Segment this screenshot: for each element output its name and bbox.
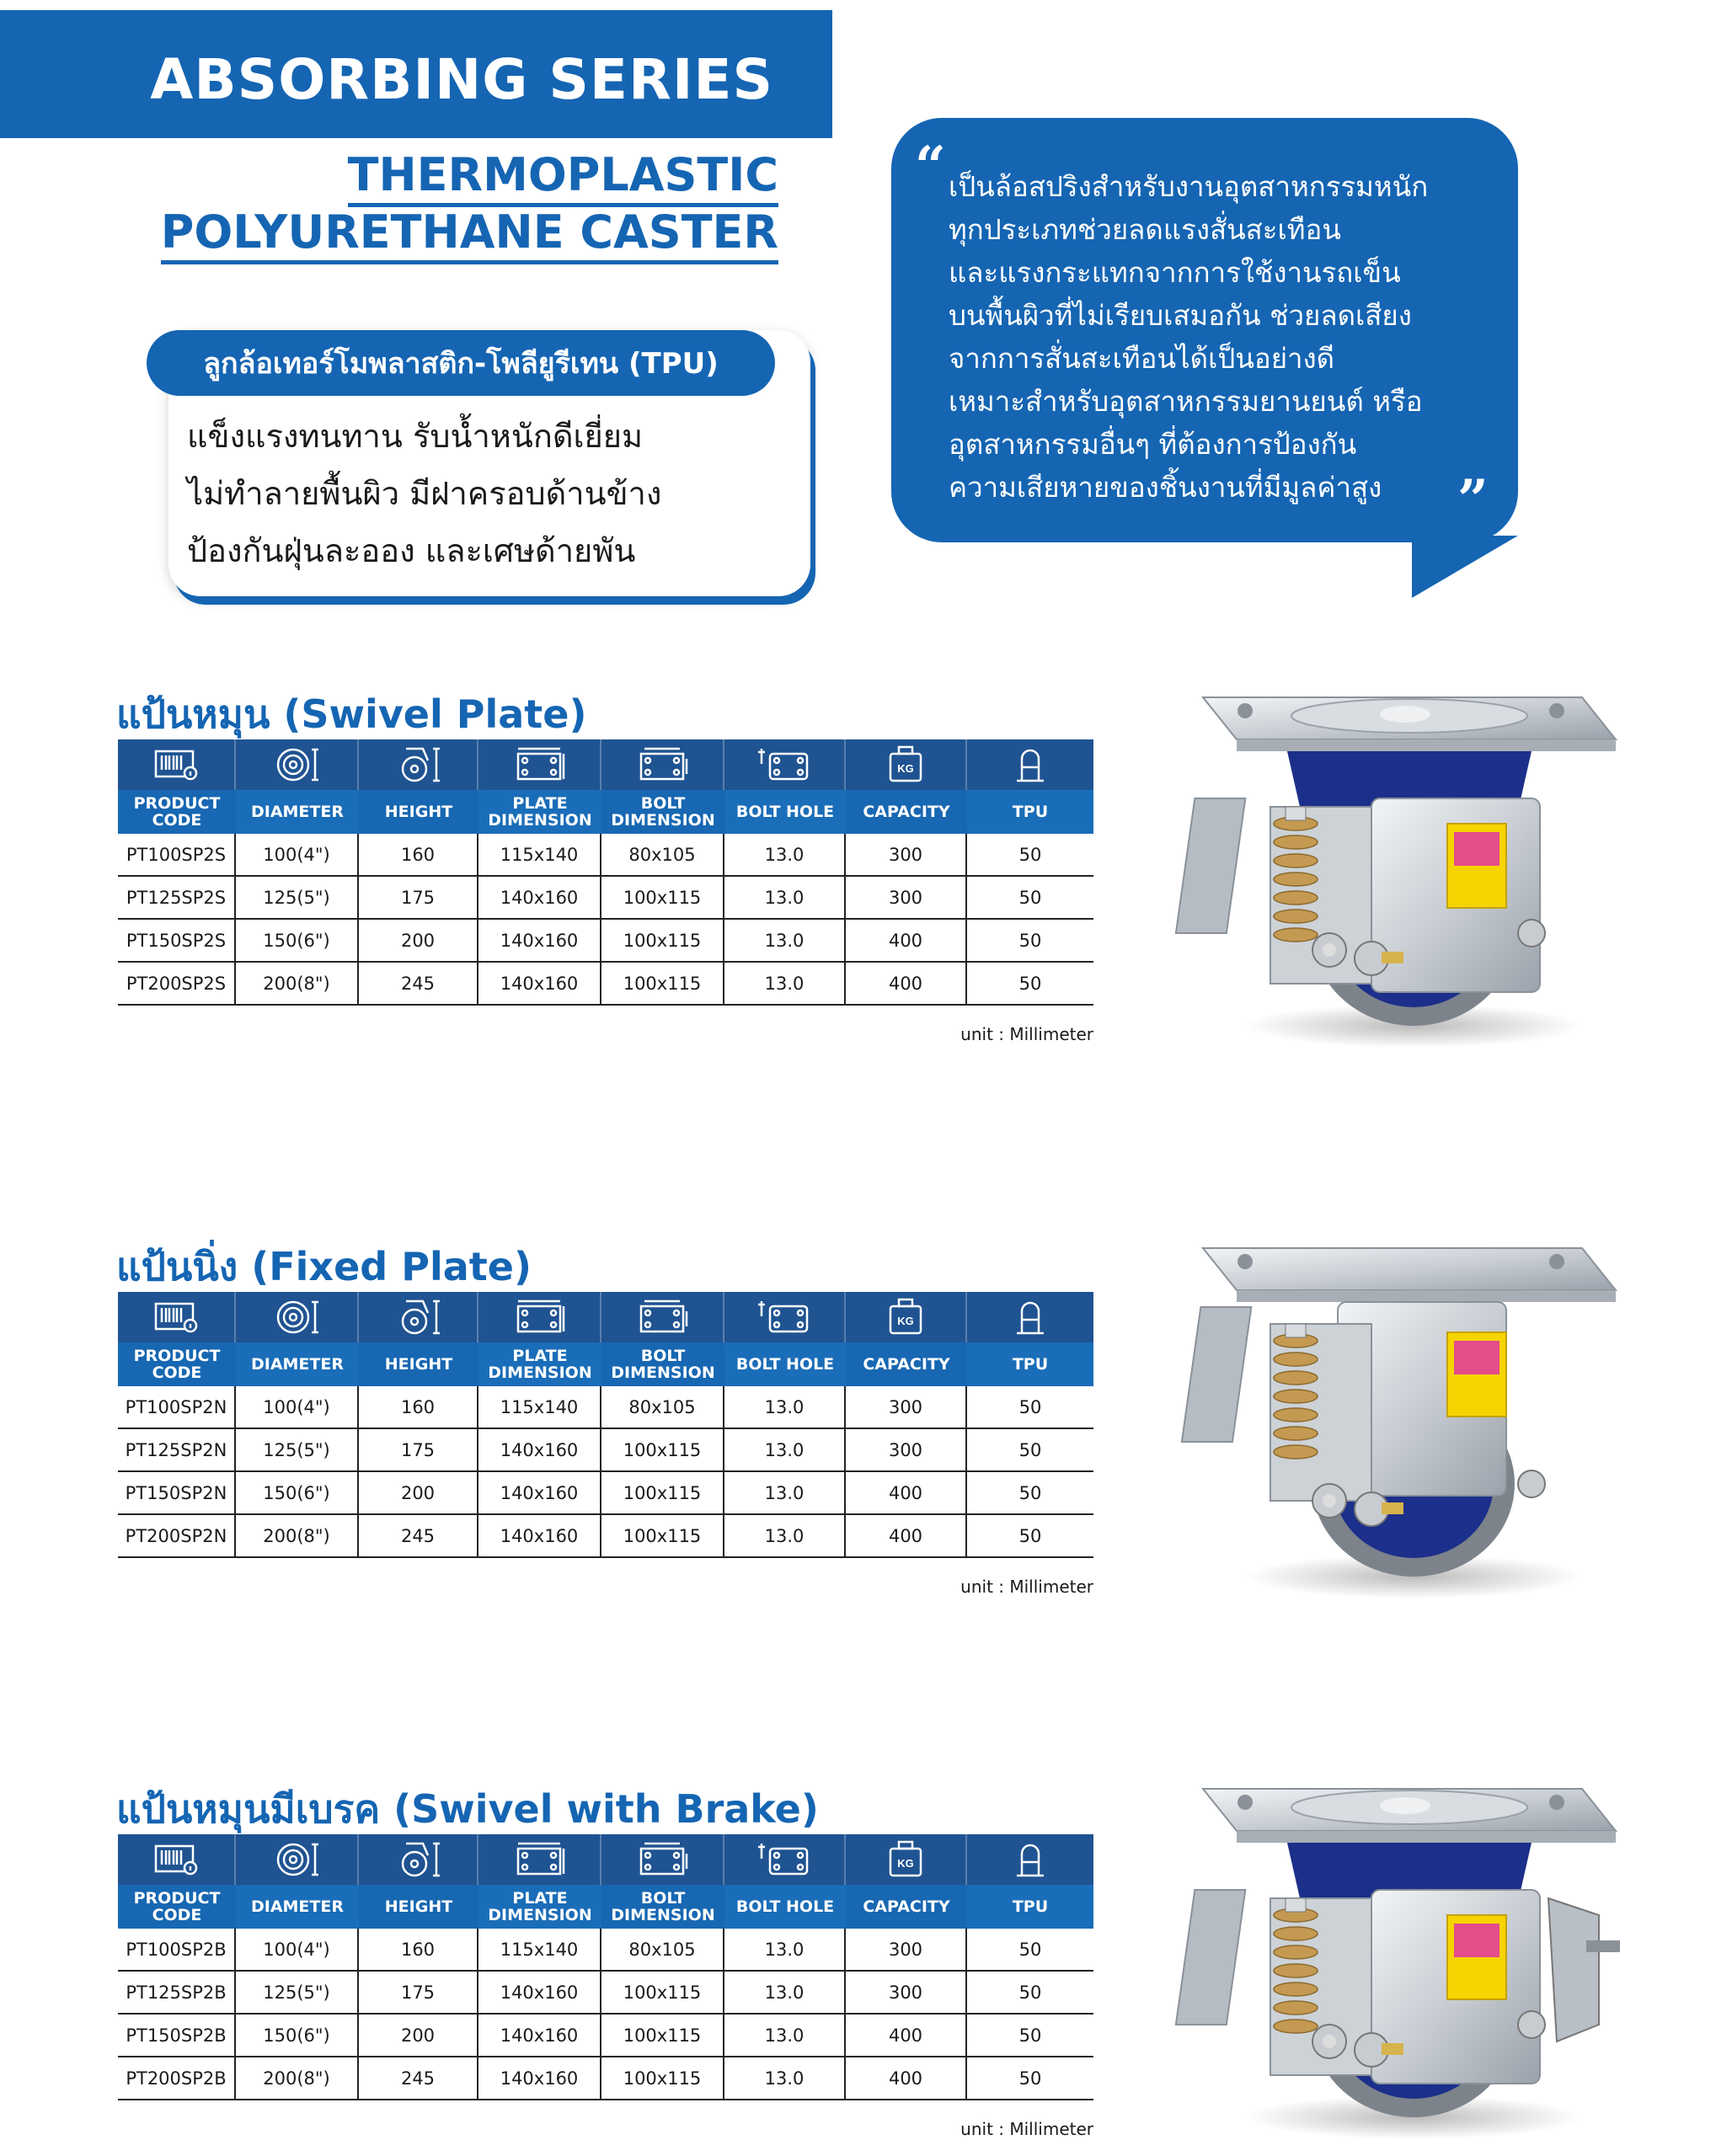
tpu-feature-list: [187, 408, 661, 579]
quote-line: และแรงกระแทกจากการใช้งานรถเข็น: [949, 256, 1401, 289]
column-header-plate-dimension: [478, 1834, 601, 1929]
column-header-product-code: [118, 739, 236, 834]
table-row: [118, 834, 1093, 877]
column-header-diameter: [236, 739, 359, 834]
quote-text: [949, 165, 1428, 509]
cell-bolt-hole: 13.0: [724, 1386, 846, 1428]
cell-plate-dimension: 140x160: [478, 2015, 601, 2056]
column-label: BOLT HOLE: [724, 1342, 846, 1386]
cell-bolt-hole: 13.0: [724, 1929, 846, 1970]
column-label: TPU: [967, 790, 1093, 834]
column-label: DIAMETER: [236, 1342, 359, 1386]
quote-line: ความเสียหายของชิ้นงานที่มีมูลค่าสูง: [949, 471, 1382, 504]
quote-line: ทุกประเภทช่วยลดแรงสั่นสะเทือน: [949, 213, 1341, 246]
plate-dimension-icon: [478, 739, 601, 790]
close-quote-icon: ”: [1457, 468, 1489, 531]
column-header-product-code: [118, 1834, 236, 1929]
cell-height: 160: [359, 1929, 478, 1970]
cell-plate-dimension: 140x160: [478, 1429, 601, 1470]
cell-height: 160: [359, 834, 478, 875]
quote-line: จากการสั่นสะเทือนได้เป็นอย่างดี: [949, 342, 1335, 375]
cell-plate-dimension: 140x160: [478, 1472, 601, 1513]
column-header-product-code: [118, 1292, 236, 1386]
wheel-diameter-icon: [236, 1292, 359, 1342]
wheel-diameter-icon: [236, 739, 359, 790]
tpu-feature-line: ไม่ทำลายพื้นผิว มีฝาครอบด้านข้าง: [187, 475, 662, 512]
cell-diameter: 125(5"): [236, 1972, 359, 2013]
cell-plate-dimension: 115x140: [478, 1929, 601, 1970]
cell-bolt-dimension: 100x115: [601, 877, 724, 918]
cell-bolt-hole: 13.0: [724, 1515, 846, 1556]
column-label: PLATE DIMENSION: [478, 1342, 601, 1386]
cell-tpu: 50: [1018, 1982, 1042, 2003]
column-header-diameter: [236, 1834, 359, 1929]
quote-bubble-tail: [1412, 536, 1518, 598]
cell-bolt-dimension: 80x105: [601, 834, 724, 875]
bolt-hole-icon: [724, 1292, 846, 1342]
column-label: PRODUCT CODE: [118, 1342, 236, 1386]
cell-bolt-dimension: 100x115: [601, 2015, 724, 2056]
capacity-weight-icon: [846, 1834, 967, 1885]
column-label: TPU: [967, 1885, 1093, 1929]
product-title-line1: THERMOPLASTIC: [348, 148, 778, 201]
table-row: [118, 1472, 1093, 1515]
column-label: CAPACITY: [846, 1885, 967, 1929]
cell-plate-dimension: 140x160: [478, 963, 601, 1004]
cell-capacity: 300: [846, 877, 967, 918]
plate-dimension-icon: [478, 1834, 601, 1885]
table-header: [118, 1292, 1093, 1386]
spec-table: [118, 1834, 1093, 2139]
cell-product-code: PT200SP2S: [118, 963, 236, 1004]
column-header-bolt-dimension: [601, 739, 724, 834]
cell-diameter: 100(4"): [236, 1386, 359, 1428]
cell-diameter: 100(4"): [236, 1929, 359, 1970]
wheel-height-icon: [359, 1834, 478, 1885]
cell-tpu: 50: [1018, 887, 1042, 908]
cell-tpu: 50: [1018, 930, 1042, 951]
table-row: [118, 1429, 1093, 1472]
wheel-diameter-icon: [236, 1834, 359, 1885]
cell-capacity: 300: [846, 1929, 967, 1970]
column-label: DIAMETER: [236, 790, 359, 834]
cell-bolt-hole: 13.0: [724, 963, 846, 1004]
cell-capacity: 400: [846, 1472, 967, 1513]
column-label: PLATE DIMENSION: [478, 1885, 601, 1929]
barcode-icon: [118, 739, 236, 790]
column-label: CAPACITY: [846, 790, 967, 834]
cell-bolt-dimension: 100x115: [601, 1515, 724, 1556]
cell-product-code: PT150SP2N: [118, 1472, 236, 1513]
cell-plate-dimension: 140x160: [478, 1972, 601, 2013]
column-label: HEIGHT: [359, 790, 478, 834]
column-label: BOLT DIMENSION: [601, 1885, 724, 1929]
unit-note: unit : Millimeter: [960, 1024, 1093, 1044]
column-header-height: [359, 1834, 478, 1929]
column-header-tpu: [967, 1834, 1093, 1929]
table-header: [118, 1834, 1093, 1929]
cell-bolt-dimension: 100x115: [601, 1972, 724, 2013]
column-label: BOLT HOLE: [724, 1885, 846, 1929]
column-header-bolt-hole: [724, 1834, 846, 1929]
cell-bolt-hole: 13.0: [724, 920, 846, 961]
column-label: BOLT DIMENSION: [601, 790, 724, 834]
column-header-bolt-dimension: [601, 1292, 724, 1386]
tpu-tread-icon: [967, 1292, 1093, 1342]
cell-product-code: PT100SP2S: [118, 834, 236, 875]
cell-plate-dimension: 115x140: [478, 1386, 601, 1428]
column-header-plate-dimension: [478, 739, 601, 834]
cell-bolt-hole: 13.0: [724, 2057, 846, 2099]
wheel-height-icon: [359, 1292, 478, 1342]
cell-tpu: 50: [1018, 1525, 1042, 1546]
column-header-height: [359, 739, 478, 834]
cell-bolt-dimension: 80x105: [601, 1929, 724, 1970]
column-label: BOLT DIMENSION: [601, 1342, 724, 1386]
cell-capacity: 300: [846, 834, 967, 875]
plate-dimension-icon: [478, 1292, 601, 1342]
svg-text:KG: KG: [897, 1315, 914, 1327]
section-title: แป้นหมุนมีเบรค (Swivel with Brake): [116, 1786, 819, 1832]
cell-product-code: PT150SP2S: [118, 920, 236, 961]
cell-capacity: 400: [846, 1515, 967, 1556]
cell-tpu: 50: [1018, 1939, 1042, 1960]
cell-tpu: 50: [1018, 1482, 1042, 1503]
table-row: [118, 877, 1093, 920]
cell-product-code: PT125SP2B: [118, 1972, 236, 2013]
cell-height: 175: [359, 1972, 478, 2013]
table-row: [118, 2057, 1093, 2100]
table-row: [118, 1972, 1093, 2015]
tpu-tread-icon: [967, 739, 1093, 790]
column-header-capacity: [846, 1834, 967, 1929]
cell-plate-dimension: 140x160: [478, 1515, 601, 1556]
swivel-brake-caster-image: [1161, 1772, 1633, 2143]
cell-diameter: 150(6"): [236, 920, 359, 961]
cell-diameter: 125(5"): [236, 1429, 359, 1470]
column-header-height: [359, 1292, 478, 1386]
cell-bolt-hole: 13.0: [724, 1429, 846, 1470]
column-header-capacity: [846, 1292, 967, 1386]
column-header-bolt-dimension: [601, 1834, 724, 1929]
cell-capacity: 300: [846, 1972, 967, 2013]
cell-capacity: 400: [846, 963, 967, 1004]
cell-diameter: 125(5"): [236, 877, 359, 918]
cell-diameter: 150(6"): [236, 2015, 359, 2056]
section-title: แป้นนิ่ง (Fixed Plate): [116, 1244, 532, 1289]
column-header-bolt-hole: [724, 1292, 846, 1386]
cell-height: 200: [359, 1472, 478, 1513]
cell-height: 175: [359, 1429, 478, 1470]
cell-product-code: PT100SP2B: [118, 1929, 236, 1970]
cell-plate-dimension: 140x160: [478, 877, 601, 918]
column-header-tpu: [967, 739, 1093, 834]
cell-product-code: PT200SP2N: [118, 1515, 236, 1556]
cell-bolt-dimension: 100x115: [601, 2057, 724, 2099]
column-label: CAPACITY: [846, 1342, 967, 1386]
table-header: [118, 739, 1093, 834]
column-label: TPU: [967, 1342, 1093, 1386]
cell-tpu: 50: [1018, 1439, 1042, 1460]
cell-height: 200: [359, 920, 478, 961]
cell-tpu: 50: [1018, 1396, 1042, 1417]
cell-product-code: PT125SP2S: [118, 877, 236, 918]
tpu-pill-label: ลูกล้อเทอร์โมพลาสติก-โพลียูรีเทน (TPU): [147, 330, 775, 396]
cell-capacity: 400: [846, 920, 967, 961]
cell-bolt-dimension: 80x105: [601, 1386, 724, 1428]
table-row: [118, 1515, 1093, 1558]
spec-table: [118, 739, 1093, 1044]
quote-line: อุตสาหกรรมอื่นๆ ที่ต้องการป้องกัน: [949, 428, 1357, 461]
column-label: BOLT HOLE: [724, 790, 846, 834]
cell-bolt-hole: 13.0: [724, 1972, 846, 2013]
column-header-tpu: [967, 1292, 1093, 1386]
column-label: HEIGHT: [359, 1885, 478, 1929]
fixed-plate-caster-image: [1161, 1231, 1633, 1602]
tpu-feature-line: แข็งแรงทนทาน รับน้ำหนักดีเยี่ยม: [187, 418, 644, 455]
table-row: [118, 963, 1093, 1006]
series-title: ABSORBING SERIES: [150, 47, 773, 112]
cell-product-code: PT150SP2B: [118, 2015, 236, 2056]
cell-bolt-hole: 13.0: [724, 877, 846, 918]
series-banner: [0, 10, 832, 138]
column-label: DIAMETER: [236, 1885, 359, 1929]
column-header-plate-dimension: [478, 1292, 601, 1386]
table-row: [118, 1929, 1093, 1972]
unit-note: unit : Millimeter: [960, 1577, 1093, 1597]
cell-bolt-dimension: 100x115: [601, 1429, 724, 1470]
column-label: HEIGHT: [359, 1342, 478, 1386]
column-label: PRODUCT CODE: [118, 1885, 236, 1929]
cell-diameter: 200(8"): [236, 963, 359, 1004]
cell-tpu: 50: [1018, 2068, 1042, 2089]
cell-bolt-dimension: 100x115: [601, 920, 724, 961]
capacity-weight-icon: [846, 1292, 967, 1342]
cell-plate-dimension: 115x140: [478, 834, 601, 875]
cell-plate-dimension: 140x160: [478, 920, 601, 961]
swivel-plate-caster-image: [1161, 680, 1633, 1051]
cell-diameter: 200(8"): [236, 1515, 359, 1556]
cell-height: 245: [359, 2057, 478, 2099]
cell-capacity: 400: [846, 2015, 967, 2056]
spec-table: [118, 1292, 1093, 1597]
cell-product-code: PT100SP2N: [118, 1386, 236, 1428]
cell-bolt-hole: 13.0: [724, 834, 846, 875]
cell-tpu: 50: [1018, 844, 1042, 865]
cell-capacity: 400: [846, 2057, 967, 2099]
bolt-hole-icon: [724, 739, 846, 790]
cell-bolt-hole: 13.0: [724, 2015, 846, 2056]
column-label: PLATE DIMENSION: [478, 790, 601, 834]
cell-tpu: 50: [1018, 2025, 1042, 2046]
bolt-hole-icon: [724, 1834, 846, 1885]
barcode-icon: [118, 1834, 236, 1885]
column-header-capacity: [846, 739, 967, 834]
column-header-diameter: [236, 1292, 359, 1386]
cell-capacity: 300: [846, 1386, 967, 1428]
cell-bolt-dimension: 100x115: [601, 1472, 724, 1513]
column-header-bolt-hole: [724, 739, 846, 834]
wheel-height-icon: [359, 739, 478, 790]
cell-height: 160: [359, 1386, 478, 1428]
bolt-dimension-icon: [601, 739, 724, 790]
quote-line: บนพื้นผิวที่ไม่เรียบเสมอกัน ช่วยลดเสียง: [949, 299, 1412, 332]
tpu-tread-icon: [967, 1834, 1093, 1885]
cell-bolt-hole: 13.0: [724, 1472, 846, 1513]
cell-diameter: 100(4"): [236, 834, 359, 875]
unit-note: unit : Millimeter: [960, 2119, 1093, 2139]
cell-capacity: 300: [846, 1429, 967, 1470]
cell-plate-dimension: 140x160: [478, 2057, 601, 2099]
cell-height: 245: [359, 963, 478, 1004]
cell-product-code: PT200SP2B: [118, 2057, 236, 2099]
cell-product-code: PT125SP2N: [118, 1429, 236, 1470]
quote-line: เหมาะสำหรับอุตสาหกรรมยานยนต์ หรือ: [949, 385, 1423, 418]
svg-text:KG: KG: [897, 1857, 914, 1870]
tpu-feature-line: ป้องกันฝุ่นละออง และเศษด้ายพัน: [187, 532, 636, 569]
cell-height: 245: [359, 1515, 478, 1556]
product-title-line2: POLYURETHANE CASTER: [161, 205, 778, 259]
cell-height: 200: [359, 2015, 478, 2056]
section-title: แป้นหมุน (Swivel Plate): [116, 691, 587, 737]
cell-diameter: 150(6"): [236, 1472, 359, 1513]
cell-tpu: 50: [1018, 973, 1042, 994]
quote-line: เป็นล้อสปริงสำหรับงานอุตสาหกรรมหนัก: [949, 170, 1429, 203]
table-row: [118, 2015, 1093, 2057]
bolt-dimension-icon: [601, 1834, 724, 1885]
column-label: PRODUCT CODE: [118, 790, 236, 834]
cell-height: 175: [359, 877, 478, 918]
cell-diameter: 200(8"): [236, 2057, 359, 2099]
capacity-weight-icon: [846, 739, 967, 790]
table-row: [118, 1386, 1093, 1429]
table-row: [118, 920, 1093, 963]
barcode-icon: [118, 1292, 236, 1342]
open-quote-icon: “: [915, 135, 946, 198]
svg-text:KG: KG: [897, 762, 914, 775]
bolt-dimension-icon: [601, 1292, 724, 1342]
cell-bolt-dimension: 100x115: [601, 963, 724, 1004]
